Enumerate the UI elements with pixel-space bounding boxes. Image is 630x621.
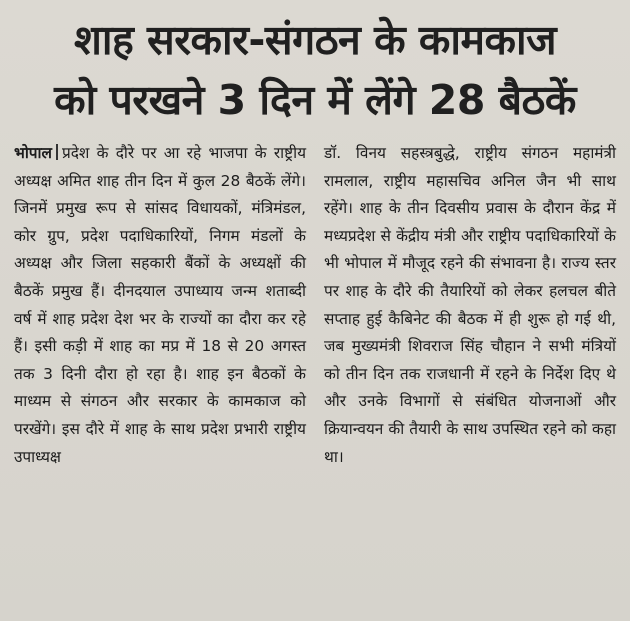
headline-line-2: को परखने 3 दिन में लेंगे 28 बैठकें — [54, 76, 576, 124]
dateline: भोपाल — [14, 144, 52, 162]
article-body — [14, 140, 616, 471]
headline — [14, 10, 616, 130]
column-left-text: प्रदेश के दौरे पर आ रहे भाजपा के राष्ट्रीय अध्यक्ष अमित शाह तीन दिन में कुल 28 बैठकें लेंगे। जिनमें प्रमुख रूप से सांसद विधायकों, मंत्रिमंडल, कोर ग्रुप, प्रदेश पदाधिकारियों, निगम मंडलों के अध्यक्ष और जिला सहकारी बैंकों के अध्यक्षों की बैठकें प्रमुख हैं। दीनदयाल उपाध्याय जन्म शताब्दी वर्ष में शाह प्रदेश देश भर के राज्यों का दौरा कर रहे हैं। इसी कड़ी में शाह का मप्र में 18 से 20 अगस्त तक 3 दिनी दौरा हो रहा है। शाह इन बैठकों के माध्यम से संगठन और सरकार के कामकाज को परखेंगे। इस दौरे में शाह के साथ प्रदेश प्रभारी राष्ट्रीय उपाध्यक्ष — [14, 144, 306, 466]
column-right-text: डॉ. विनय सहस्त्रबुद्धे, राष्ट्रीय संगठन महामंत्री रामलाल, राष्ट्रीय महासचिव अनिल जैन भी साथ रहेंगे। शाह के तीन दिवसीय प्रवास के दौरान केंद्र में मध्यप्रदेश से केंद्रीय मंत्री और राष्ट्रीय पदाधिकारियों के भी भोपाल में मौजूद रहने की संभावना है। राज्य स्तर पर शाह के दौरे की तैयारियों को लेकर हलचल बीते सप्ताह हुई कैबिनेट की बैठक में ही शुरू हो गई थी, जब मुख्यमंत्री शिवराज सिंह चौहान ने सभी मंत्रियों को तीन दिन तक राजधानी में रहने के निर्देश दिए थे और उनके विभागों से संबंधित योजनाओं और क्रियान्वयन की तैयारी के साथ उपस्थित रहने को कहा था। — [324, 144, 616, 466]
dateline-divider — [56, 144, 58, 160]
headline-line-1: शाह सरकार-संगठन के कामकाज — [74, 16, 556, 64]
column-left — [14, 140, 306, 471]
column-right — [324, 140, 616, 471]
